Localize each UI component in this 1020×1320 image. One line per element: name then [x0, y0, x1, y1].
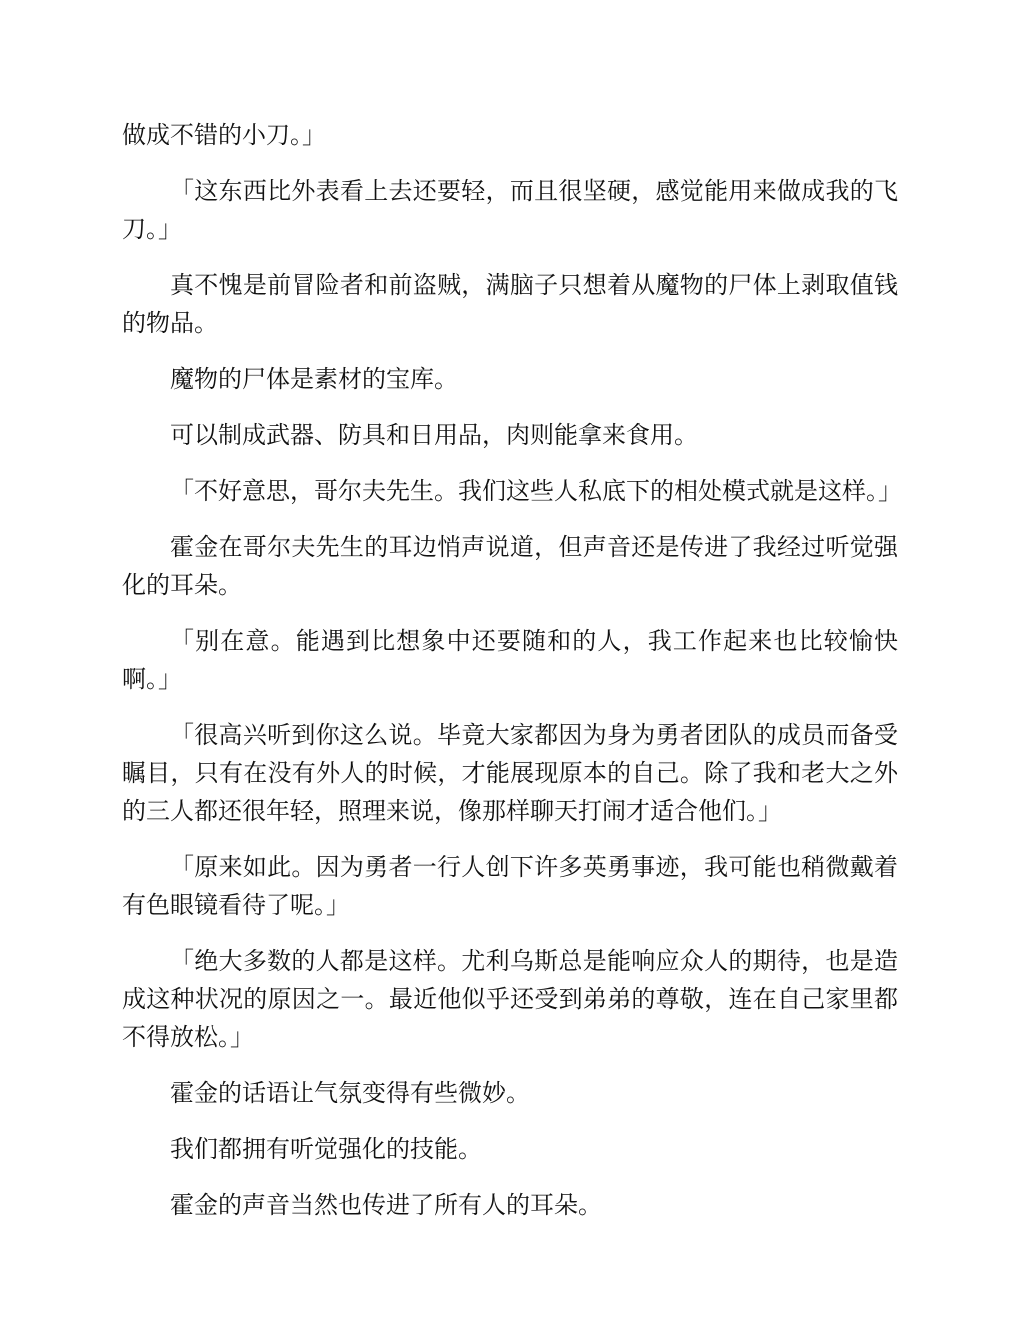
paragraph: 「原来如此。因为勇者一行人创下许多英勇事迹，我可能也稍微戴着有色眼镜看待了呢。」 [122, 853, 898, 919]
paragraph: 「别在意。能遇到比想象中还要随和的人，我工作起来也比较愉快啊。」 [122, 627, 898, 693]
paragraph: 做成不错的小刀。」 [122, 121, 326, 149]
paragraph: 霍金的声音当然也传进了所有人的耳朵。 [170, 1191, 602, 1219]
paragraph: 真不愧是前冒险者和前盗贼，满脑子只想着从魔物的尸体上剥取值钱的物品。 [122, 271, 898, 337]
paragraph: 我们都拥有听觉强化的技能。 [170, 1135, 482, 1163]
paragraph: 「不好意思，哥尔夫先生。我们这些人私底下的相处模式就是这样。」 [170, 477, 902, 505]
paragraph: 可以制成武器、防具和日用品，肉则能拿来食用。 [170, 421, 698, 449]
paragraph: 「这东西比外表看上去还要轻，而且很坚硬，感觉能用来做成我的飞刀。」 [122, 177, 898, 243]
document-page [122, 116, 902, 1242]
paragraph: 「绝大多数的人都是这样。尤利乌斯总是能响应众人的期待，也是造成这种状况的原因之一。最近他似乎还受到弟弟的尊敬，连在自己家里都不得放松。」 [122, 947, 898, 1051]
paragraph: 霍金的话语让气氛变得有些微妙。 [170, 1079, 530, 1107]
paragraph: 「很高兴听到你这么说。毕竟大家都因为身为勇者团队的成员而备受瞩目，只有在没有外人的时候，才能展现原本的自己。除了我和老大之外的三人都还很年轻，照理来说，像那样聊天打闹才适合他们。」 [122, 721, 898, 825]
paragraph: 霍金在哥尔夫先生的耳边悄声说道，但声音还是传进了我经过听觉强化的耳朵。 [122, 533, 898, 599]
paragraph: 魔物的尸体是素材的宝库。 [170, 365, 458, 393]
